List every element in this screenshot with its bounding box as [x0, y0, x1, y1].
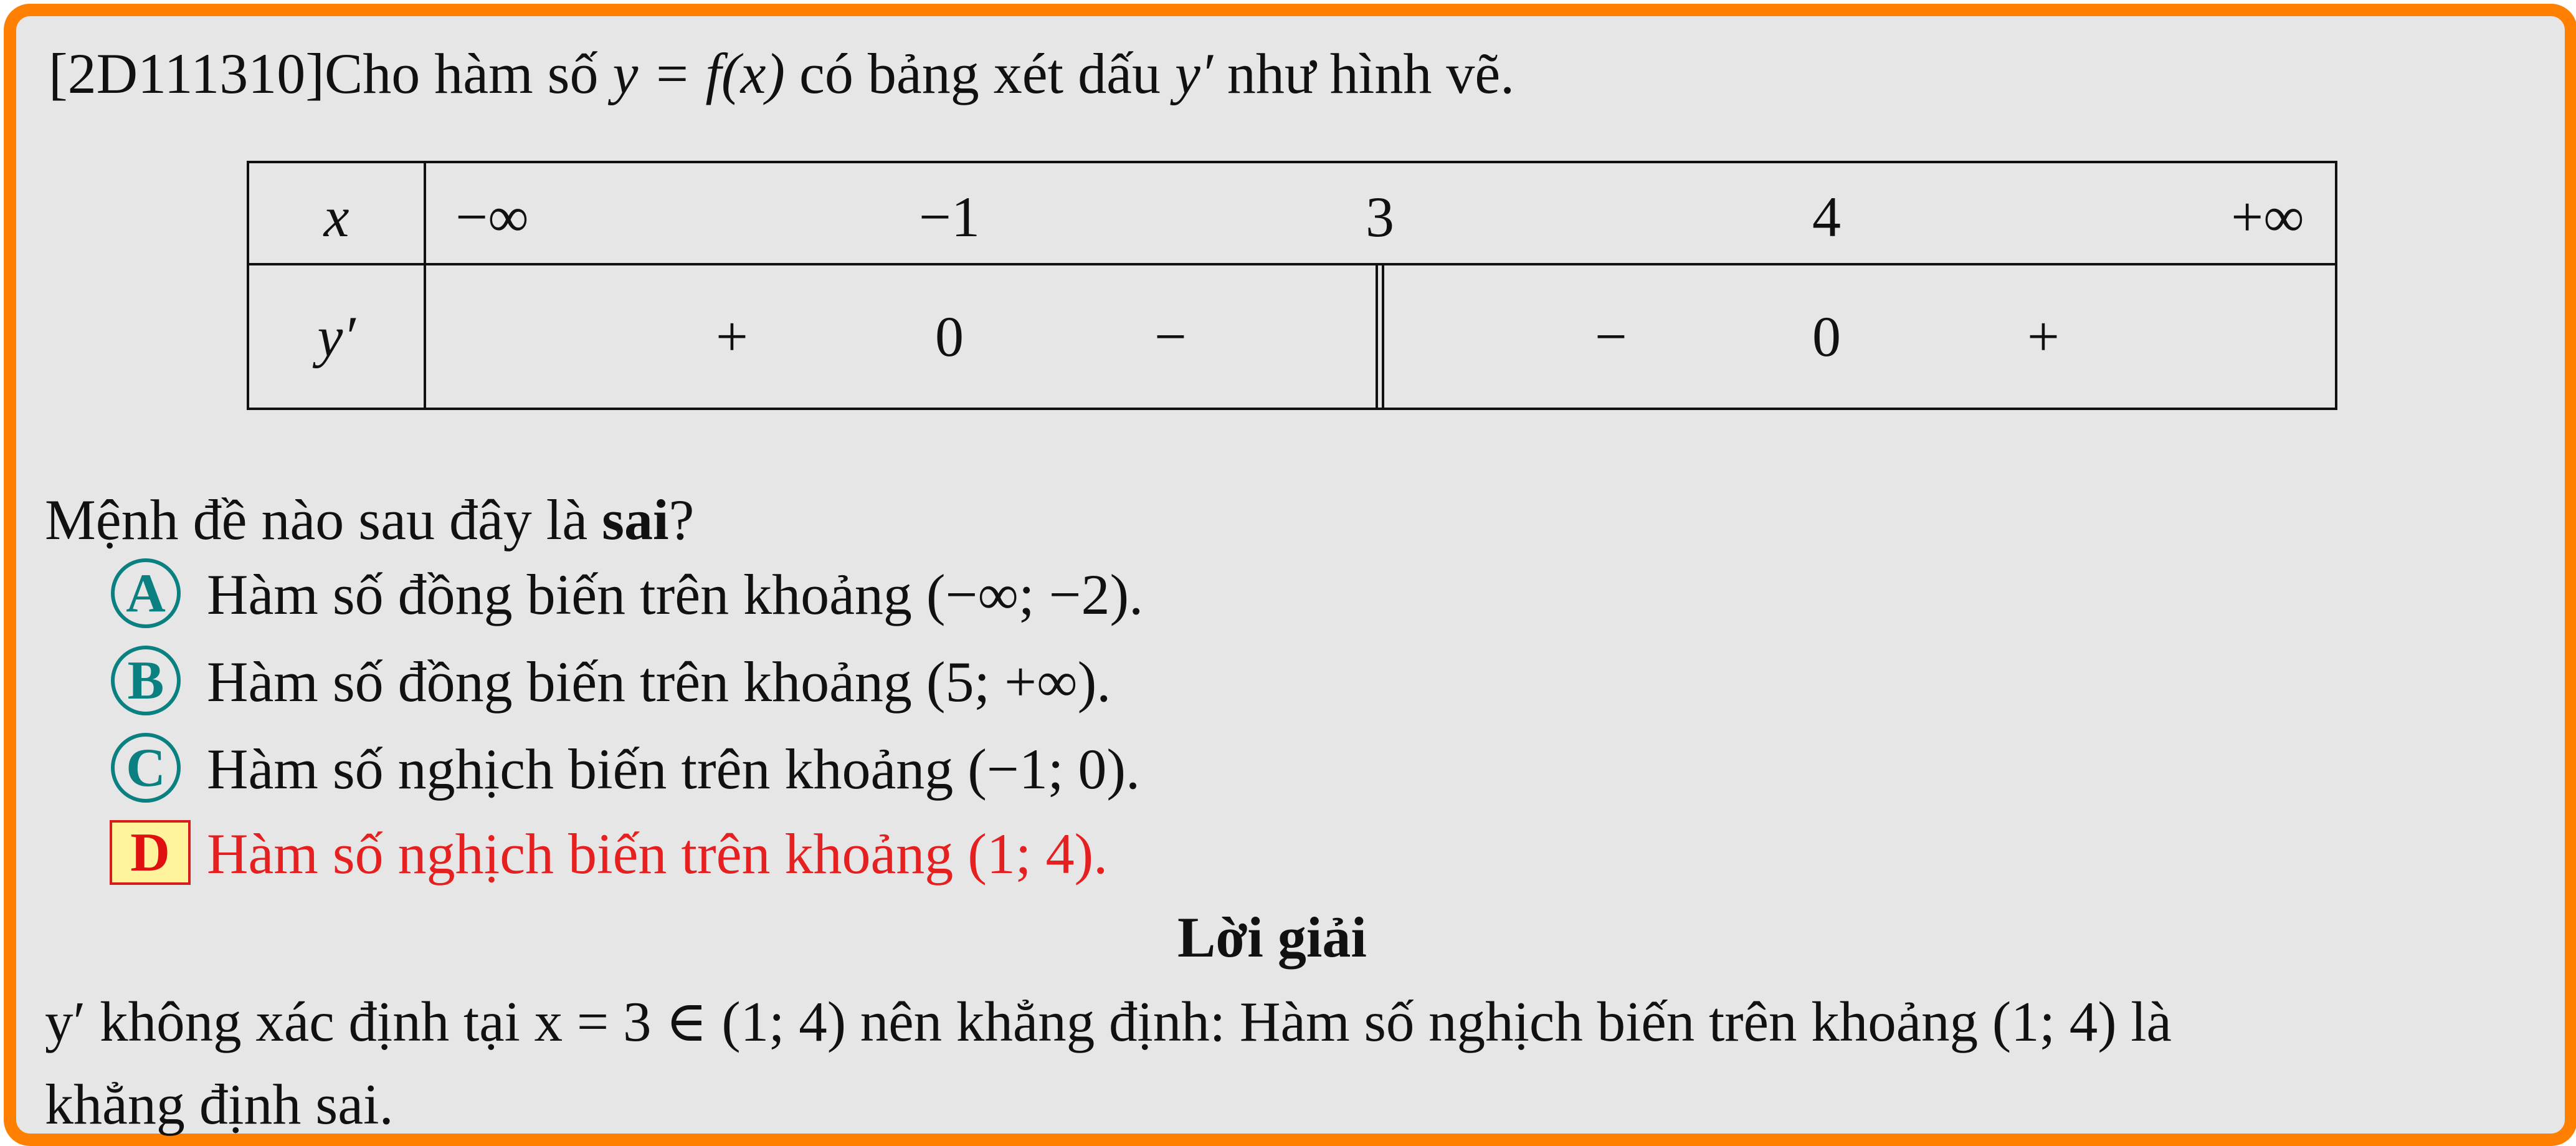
choice-a-text[interactable]: Hàm số đồng biến trên khoảng (−∞; −2). [207, 563, 1144, 626]
x-value: 3 [1366, 185, 1394, 249]
x-value: −∞ [455, 185, 529, 249]
prompt-text: Mệnh đề nào sau đây là [45, 488, 588, 552]
solution-heading: Lời giải [1177, 905, 1367, 969]
table-label-divider [424, 163, 426, 408]
question-card [4, 4, 2576, 1146]
x-value: +∞ [2231, 185, 2304, 249]
sign-value: 0 [1812, 305, 1841, 368]
row-label-x: x [323, 185, 349, 249]
derivative-symbol: y′ [1174, 42, 1213, 105]
x-value: 4 [1812, 185, 1841, 249]
sign-value: − [1154, 305, 1187, 368]
solution-line-1: y′ không xác định tại x = 3 ∈ (1; 4) nên khẳng định: Hàm số nghịch biến trên khoảng (1; 4) là [45, 990, 2172, 1053]
prompt-suffix: ? [668, 488, 695, 552]
prompt [45, 488, 695, 552]
sign-value: + [2027, 305, 2060, 368]
choice-c-badge[interactable]: C [111, 733, 181, 803]
prompt-emphasis: sai [602, 488, 669, 552]
question-intro: Cho hàm số [324, 42, 599, 105]
choice-b-text[interactable]: Hàm số đồng biến trên khoảng (5; +∞). [207, 650, 1111, 714]
solution-line-2: khẳng định sai. [45, 1072, 394, 1136]
function-expression: y = f(x) [612, 42, 786, 105]
choice-b-badge[interactable]: B [111, 646, 181, 715]
sign-table [247, 161, 2337, 410]
table-row-divider [249, 263, 2335, 265]
undefined-double-bar [1376, 265, 1384, 408]
sign-value: + [716, 305, 748, 368]
sign-value: − [1595, 305, 1627, 368]
sign-value: 0 [935, 305, 964, 368]
choice-d-badge[interactable]: D [110, 820, 191, 885]
question-middle: có bảng xét dấu [799, 42, 1161, 105]
question-line [49, 42, 1515, 105]
x-value: −1 [919, 185, 980, 249]
question-end: như hình vẽ. [1227, 42, 1515, 105]
choice-a-badge[interactable]: A [111, 558, 181, 628]
choice-d-text[interactable]: Hàm số nghịch biến trên khoảng (1; 4). [207, 822, 1108, 886]
question-id: [2D111310] [49, 42, 325, 105]
choice-c-text[interactable]: Hàm số nghịch biến trên khoảng (−1; 0). [207, 737, 1141, 801]
row-label-yprime: y′ [317, 305, 356, 368]
